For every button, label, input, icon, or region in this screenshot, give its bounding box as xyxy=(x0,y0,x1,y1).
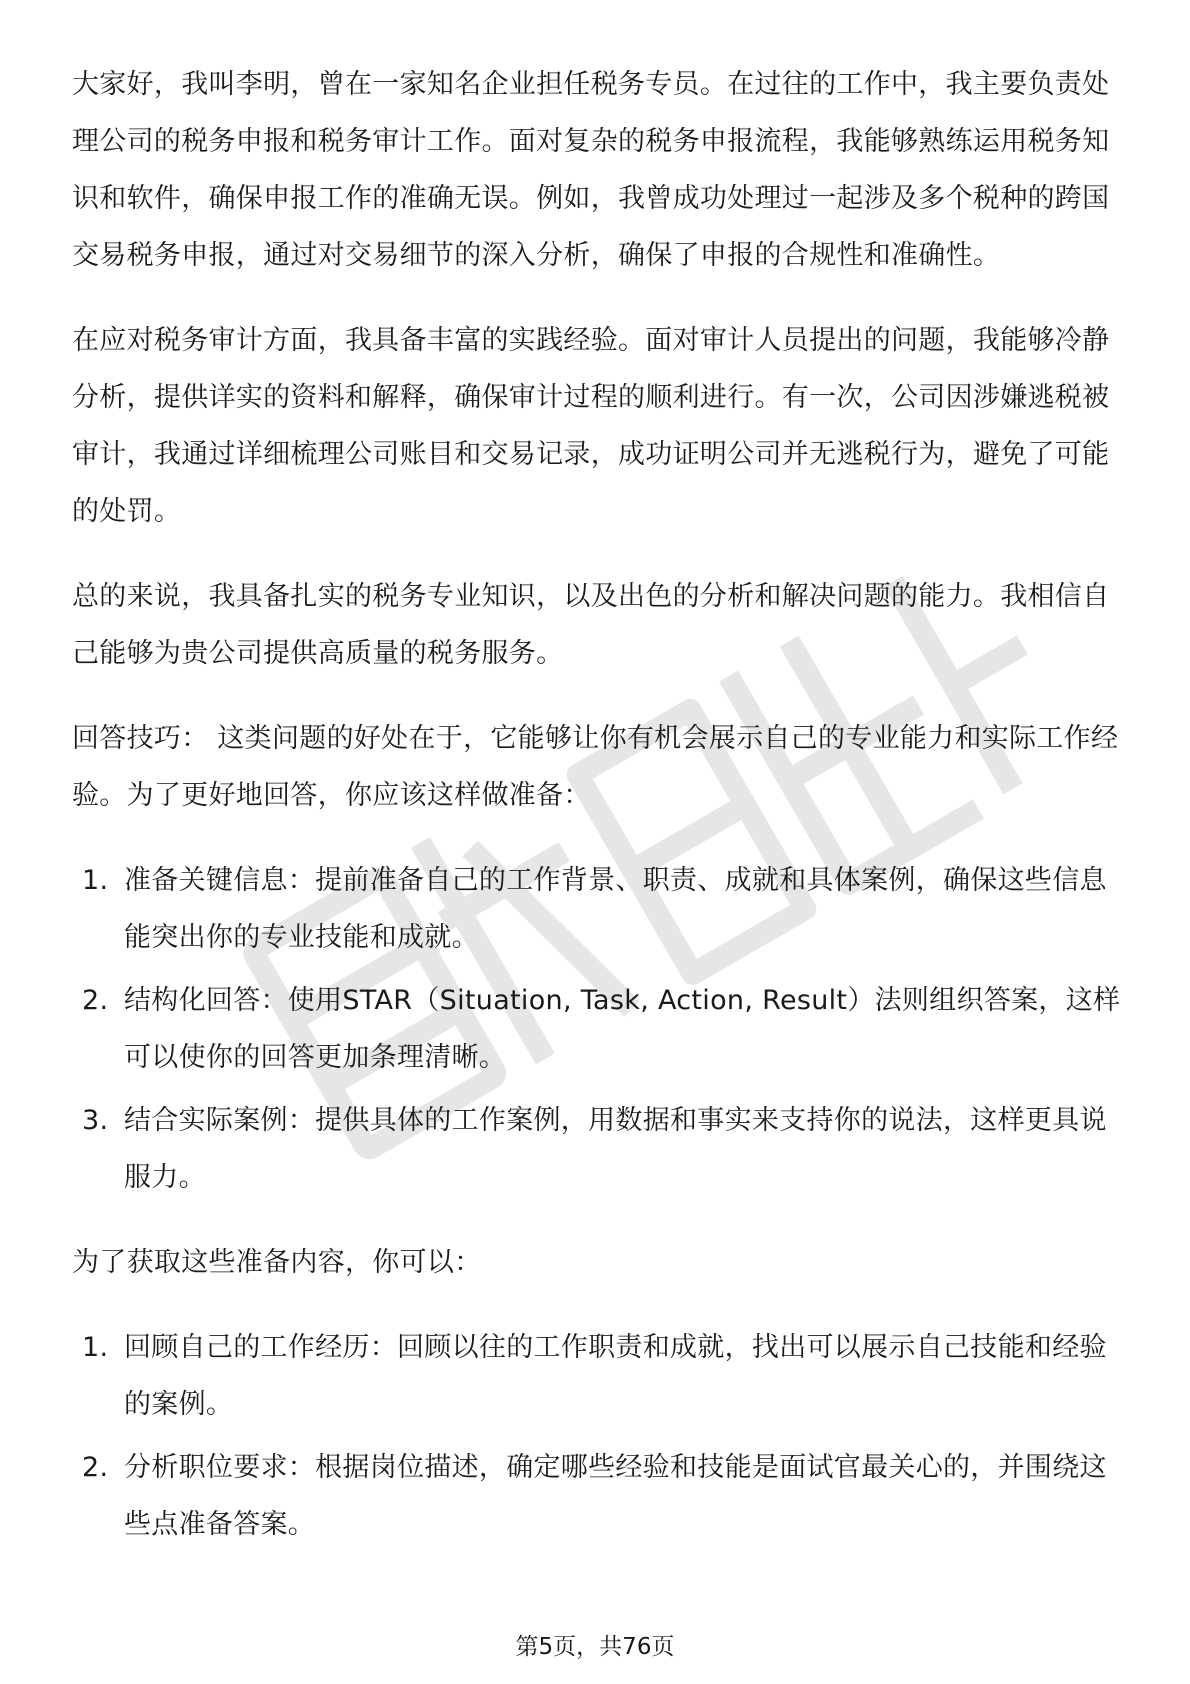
page-number-footer: 第5页，共76页 xyxy=(515,1634,675,1660)
paragraph-intro: 大家好，我叫李明，曾在一家知名企业担任税务专员。在过往的工作中，我主要负责处理公司的税务申报和税务审计工作。面对复杂的税务申报流程，我能够熟练运用税务知识和软件，确保申报工作的准确无误。例如，我曾成功处理过一起涉及多个税种的跨国交易税务申报，通过对交易细节的深入分析，确保了申报的合规性和准确性。 xyxy=(72,69,1110,271)
list-item-text: 回顾自己的工作经历：回顾以往的工作职责和成就，找出可以展示自己技能和经验的案例。 xyxy=(124,1332,1107,1420)
list-item-number: 2. xyxy=(82,1452,109,1483)
list-item-text: 结构化回答：使用STAR（Situation, Task, Action, Result）法则组织答案，这样可以使你的回答更加条理清晰。 xyxy=(124,985,1121,1073)
list-item-text: 分析职位要求：根据岗位描述，确定哪些经验和技能是面试官最关心的，并围绕这些点准备答案。 xyxy=(124,1452,1107,1540)
tips-list xyxy=(72,852,1122,1206)
prep-list xyxy=(72,1319,1122,1553)
paragraph-audit: 在应对税务审计方面，我具备丰富的实践经验。面对审计人员提出的问题，我能够冷静分析，提供详实的资料和解释，确保审计过程的顺利进行。有一次，公司因涉嫌逃税被审计，我通过详细梳理公司账目和交易记录，成功证明公司并无逃税行为，避免了可能的处罚。 xyxy=(72,325,1110,527)
paragraph-tips: 回答技巧： 这类问题的好处在于，它能够让你有机会展示自己的专业能力和实际工作经验。为了更好地回答，你应该这样做准备： xyxy=(72,723,1119,811)
list-item-number: 1. xyxy=(82,865,109,896)
list-item-text: 结合实际案例：提供具体的工作案例，用数据和事实来支持你的说法，这样更具说服力。 xyxy=(124,1105,1107,1193)
list-item xyxy=(72,1319,1122,1433)
paragraph-prep: 为了获取这些准备内容，你可以： xyxy=(72,1247,482,1278)
list-item-number: 3. xyxy=(82,1105,109,1136)
list-item xyxy=(72,972,1122,1086)
paragraph-summary: 总的来说，我具备扎实的税务专业知识，以及出色的分析和解决问题的能力。我相信自己能够为贵公司提供高质量的税务服务。 xyxy=(72,581,1110,669)
list-item-number: 1. xyxy=(82,1332,109,1363)
list-item-text: 准备关键信息：提前准备自己的工作背景、职责、成就和具体案例，确保这些信息能突出你的专业技能和成就。 xyxy=(124,865,1107,953)
list-item xyxy=(72,1439,1122,1553)
list-item xyxy=(72,1092,1122,1206)
list-item-number: 2. xyxy=(82,985,109,1016)
document-body xyxy=(72,56,1122,1581)
list-item xyxy=(72,852,1122,966)
